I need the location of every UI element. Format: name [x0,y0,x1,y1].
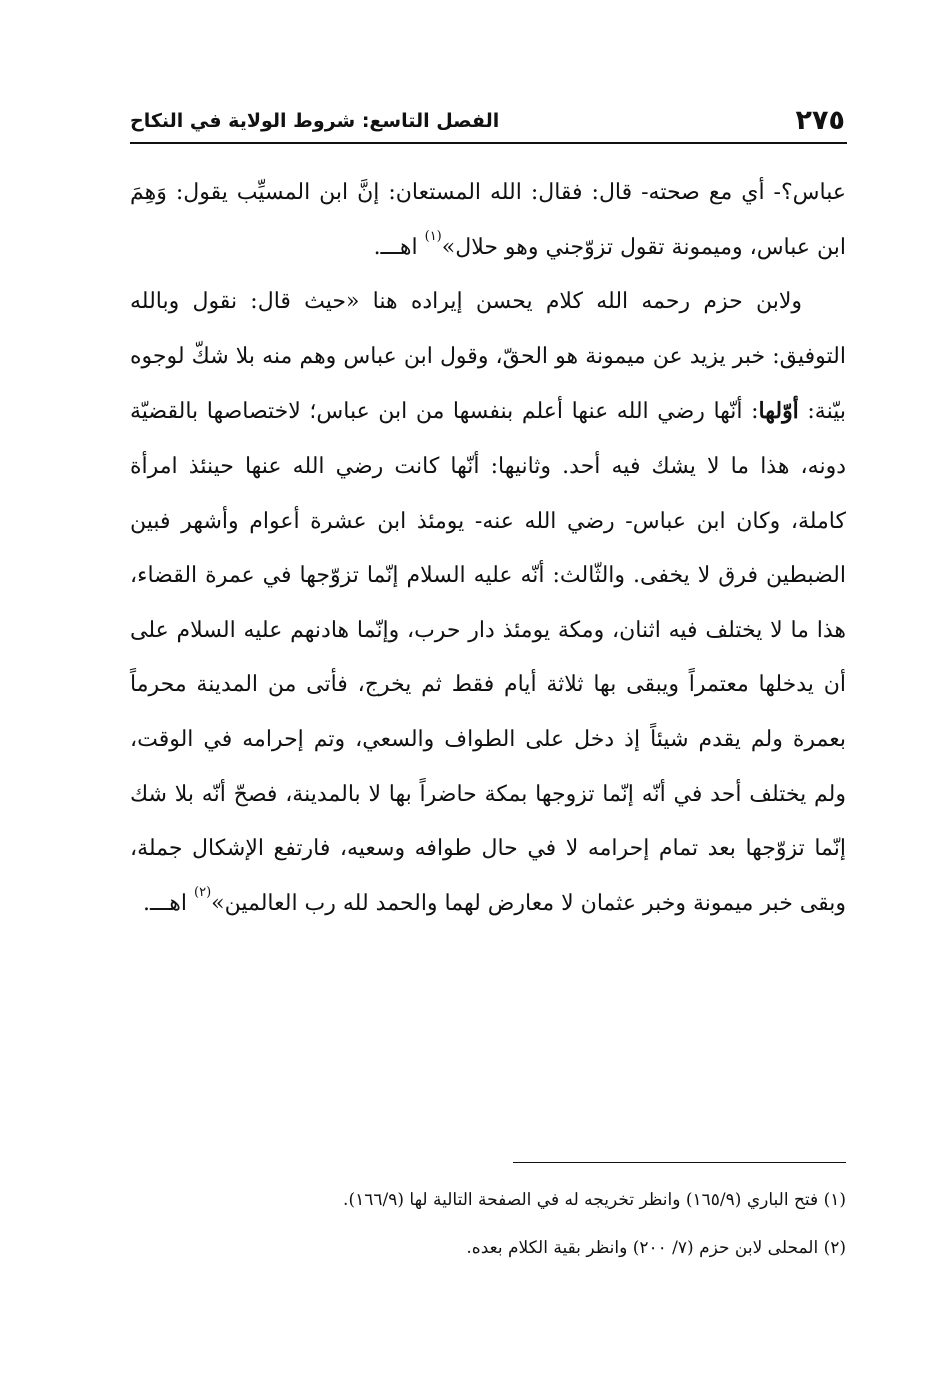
page-number: ٢٧٥ [795,105,845,136]
footnote-reference: (١) [424,228,442,244]
header-rule [130,142,847,144]
footnote-reference: (٢) [194,884,212,900]
paragraph-ending: اهـــ. [373,234,425,260]
paragraph [130,166,846,275]
emphasized-word: أوّلها [758,398,799,425]
paragraph-text: عباس؟- أي مع صحته- قال: فقال: الله المستعان: إنَّ ابن المسيِّب يقول: وَهِمَ ابن عباس، وميمونة تقول تزوّجني وهو حلال» [130,180,846,260]
paragraph [130,275,846,931]
paragraph-text: ولابن حزم رحمه الله كلام يحسن إيراده هنا «حيث قال: نقول وبالله التوفيق: خبر يزيد عن ميمونة هو الحقّ، وقول ابن عباس وهم منه بلا شكّ لوجوه بيّنة: [130,289,846,425]
footnote: (٢) المحلى لابن حزم (٧/ ٢٠٠) وانظر بقية الكلام بعده. [466,1238,846,1258]
running-title: الفصل التاسع: شروط الولاية في النكاح [130,110,500,132]
paragraph-ending: اهـــ. [142,890,195,916]
main-text [130,166,846,931]
page-header [130,104,845,138]
paragraph-text-continued: : أنّها رضي الله عنها أعلم بنفسها من ابن عباس؛ لاختصاصها بالقضيّة دونه، هذا ما لا يشك فيه أحد. وثانيها: أنّها كانت رضي الله عنها حينئذ امرأة كاملة، وكان ابن عباس- رضي الله عنه- يومئذ ابن عشرة أعوام وأشهر فبين الضبطين فرق لا يخفى. والثّالث: أنّه عليه السلام إنّما تزوّجها في عمرة القضاء، هذا ما لا يختلف فيه اثنان، ومكة يومئذ دار حرب، وإنّما هادنهم عليه السلام على أن يدخلها معتمراً ويبقى بها ثلاثة أيام فقط ثم يخرج، فأتى من المدينة محرماً بعمرة ولم يقدم شيئاً إذ دخل على الطواف والسعي، وتم إحرامه في الوقت، ولم يختلف أحد في أنّه إنّما تزوجها بمكة حاضراً بها لا بالمدينة، فصحّ أنّه بلا شك إنّما تزوّجها بعد تمام إحرامه لا في حال طوافه وسعيه، فارتفع الإشكال جملة، وبقى خبر ميمونة وخبر عثمان لا معارض لهما والحمد لله رب العالمين» [130,399,846,916]
footnote: (١) فتح الباري (١٦٥/٩) وانظر تخريجه له في الصفحة التالية لها (١٦٦/٩). [343,1190,846,1210]
footnote-rule [513,1162,846,1163]
footnotes [200,1176,846,1272]
